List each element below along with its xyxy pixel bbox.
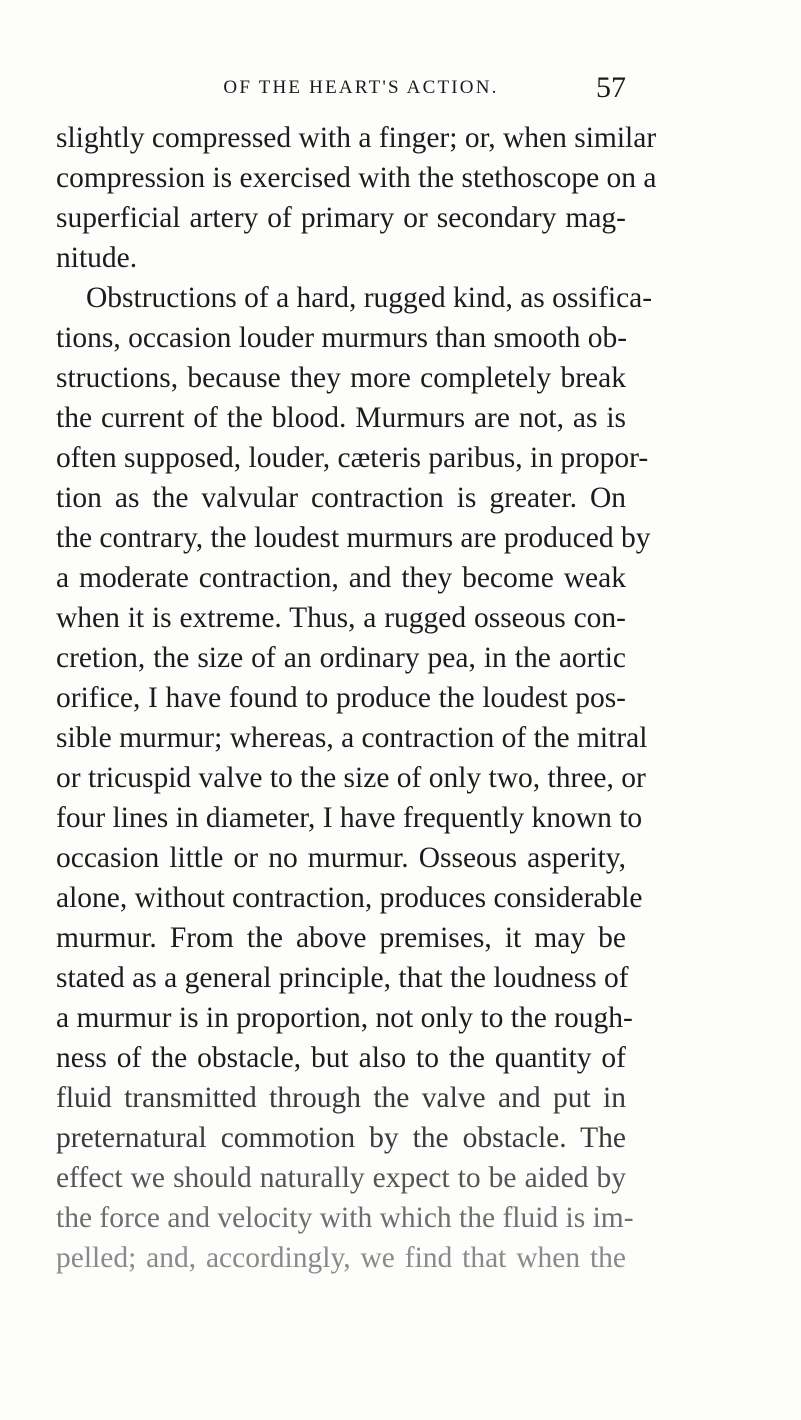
text-line: alone, without contraction, produces considerable [56, 882, 643, 914]
running-header [56, 71, 626, 107]
text-line: ness of the obstacle, but also to the quantity of [56, 1042, 626, 1074]
text-line: the force and velocity with which the fluid is im- [56, 1202, 634, 1234]
text-line: effect we should naturally expect to be aided by [56, 1162, 626, 1194]
text-line: cretion, the size of an ordinary pea, in the aortic [56, 642, 626, 674]
text-line: when it is extreme. Thus, a rugged osseous con- [56, 602, 626, 634]
text-line: the current of the blood. Murmurs are not, as is [56, 402, 626, 434]
text-line: tion as the valvular contraction is greater. On [56, 482, 626, 514]
text-line: four lines in diameter, I have frequently known to [56, 802, 643, 834]
text-line: fluid transmitted through the valve and put in [56, 1082, 626, 1114]
text-line: pelled; and, accordingly, we find that when the [56, 1242, 626, 1274]
text-line: slightly compressed with a finger; or, when similar [56, 122, 657, 154]
text-line: murmur. From the above premises, it may be [56, 922, 626, 954]
text-line: sible murmur; whereas, a contraction of the mitral [56, 722, 648, 754]
page-number: 57 [596, 71, 626, 104]
text-line: compression is exercised with the stethoscope on a [56, 162, 657, 194]
text-line: preternatural commotion by the obstacle. The [56, 1122, 626, 1154]
body-text [56, 118, 657, 1278]
text-line: nitude. [56, 242, 138, 274]
text-line: orifice, I have found to produce the loudest pos- [56, 682, 626, 714]
text-line: structions, because they more completely break [56, 362, 626, 394]
text-line: often supposed, louder, cæteris paribus, in propor- [56, 442, 649, 474]
text-line: stated as a general principle, that the loudness of [56, 962, 629, 994]
paragraph-first-line: Obstructions of a hard, rugged kind, as ossifica- [86, 282, 653, 314]
text-line: or tricuspid valve to the size of only two, three, or [56, 762, 646, 794]
text-line: tions, occasion louder murmurs than smooth ob- [56, 322, 628, 354]
text-line: occasion little or no murmur. Osseous asperity, [56, 842, 626, 874]
running-title: OF THE HEART'S ACTION. [223, 77, 499, 98]
text-line: superficial artery of primary or secondary mag- [56, 202, 626, 234]
text-line: a moderate contraction, and they become weak [56, 562, 626, 594]
text-line: the contrary, the loudest murmurs are produced by [56, 522, 651, 554]
text-line: a murmur is in proportion, not only to the rough- [56, 1002, 633, 1034]
